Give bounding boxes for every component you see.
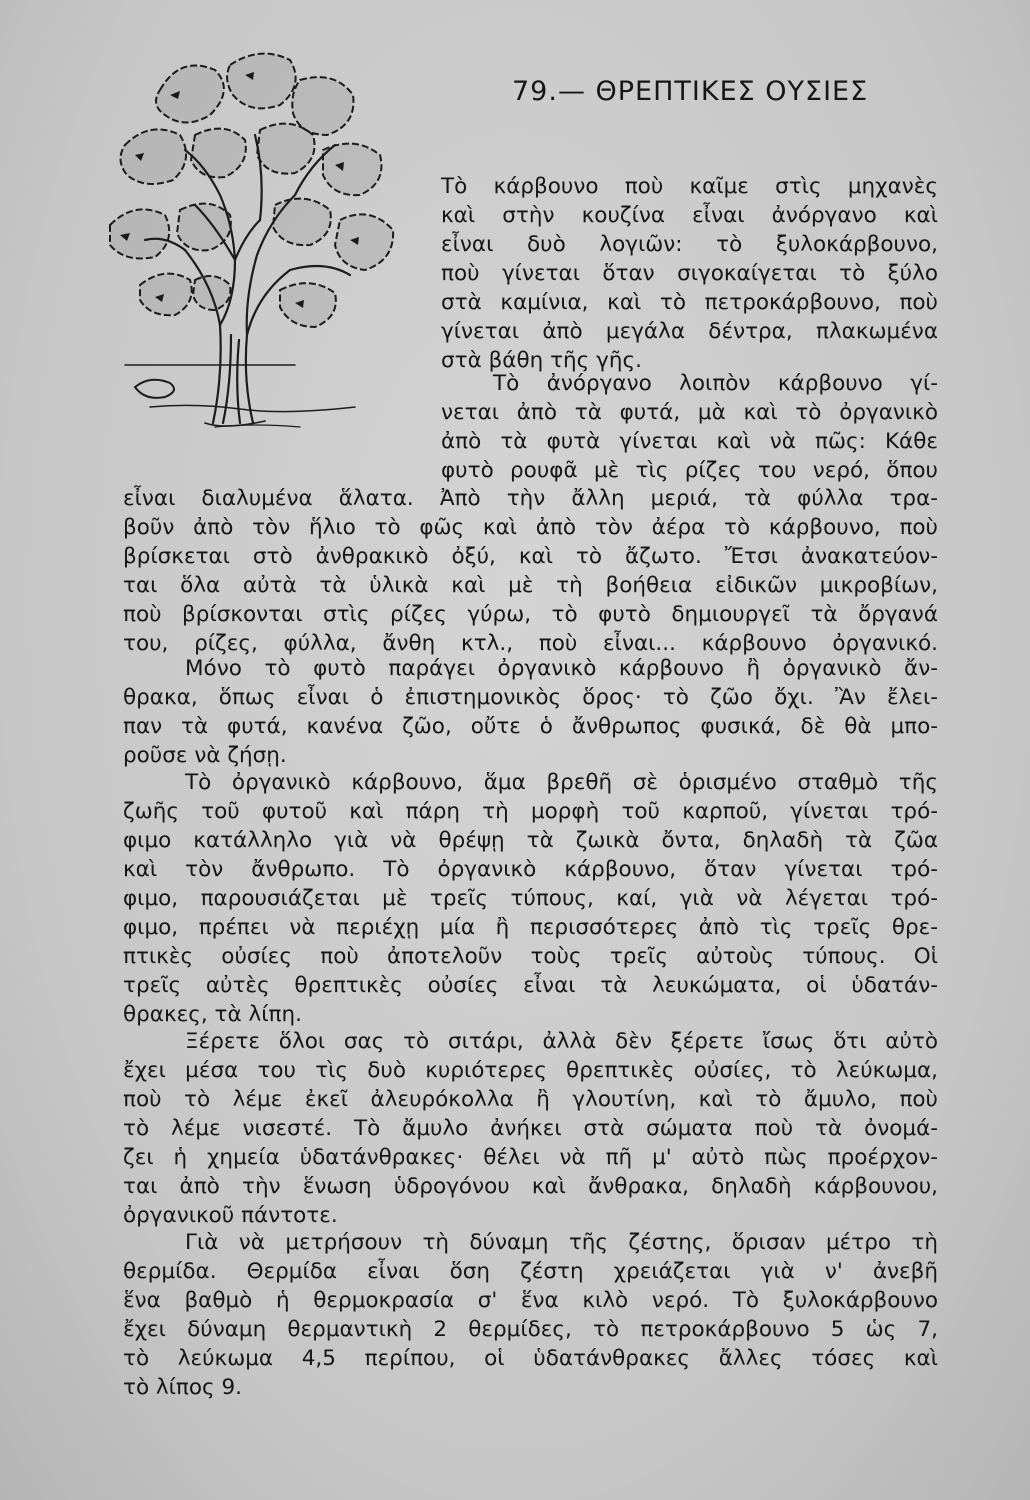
text-line: πτικὲς οὐσίες ποὺ ἀποτελοῦν τοὺς τρεῖς αὐτοὺς τύπους. Οἱ [123, 944, 938, 969]
text-line: φιμο, παρουσιάζεται μὲ τρεῖς τύπους, καί, γιὰ νὰ λέγεται τρό- [123, 886, 938, 911]
text-line: Ξέρετε ὅλοι σας τὸ σιτάρι, ἀλλὰ δὲν ξέρετε ἴσως ὅτι αὐτὸ [185, 1029, 938, 1054]
section-heading: 79.— ΘΡΕΠΤΙΚΕΣ ΟΥΣΙΕΣ [512, 76, 869, 107]
text-line: Τὸ ὀργανικὸ κάρβουνο, ἅμα βρεθῆ σὲ ὁρισμένο σταθμὸ τῆς [185, 770, 938, 795]
text-line: θρακα, ὅπως εἶναι ὁ ἐπιστημονικὸς ὅρος· τὸ ζῶο ὄχι. Ἂν ἔλει- [123, 685, 938, 710]
text-line: ἔχει μέσα του τὶς δυὸ κυριότερες θρεπτικὲς οὐσίες, τὸ λεύκωμα, [123, 1058, 938, 1083]
text-line: στὰ βάθη τῆς γῆς. [441, 348, 642, 373]
text-line: Γιὰ νὰ μετρήσουν τὴ δύναμη τῆς ζέστης, ὅρισαν μέτρο τὴ [185, 1230, 938, 1255]
text-line: τὸ λίπος 9. [123, 1375, 242, 1400]
text-line: ται ὅλα αὐτὰ τὰ ὑλικὰ καὶ μὲ τὴ βοήθεια εἰδικῶν μικροβίων, [123, 573, 938, 598]
text-line: καὶ τὸν ἄνθρωπο. Τὸ ὀργανικὸ κάρβουνο, ὅταν γίνεται τρό- [123, 857, 938, 882]
text-line: θρακες, τὰ λίπη. [123, 1002, 302, 1027]
text-line: νεται ἀπὸ τὰ φυτά, μὰ καὶ τὸ ὀργανικὸ [441, 400, 938, 425]
text-line: τὸ λεύκωμα 4,5 περίπου, οἱ ὑδατάνθρακες ἄλλες τόσες καὶ [123, 1346, 938, 1371]
text-line: καὶ στὴν κουζίνα εἶναι ἀνόργανο καὶ [441, 203, 938, 228]
text-line: βοῦν ἀπὸ τὸν ἥλιο τὸ φῶς καὶ ἀπὸ τὸν ἀέρα τὸ κάρβουνο, ποὺ [123, 515, 938, 540]
text-line: γίνεται ἀπὸ μεγάλα δέντρα, πλακωμένα [441, 319, 938, 344]
text-line: ται ἀπὸ τὴν ἕνωση ὑδρογόνου καὶ ἄνθρακα, δηλαδὴ κάρβουνου, [123, 1174, 938, 1199]
text-line: Τὸ κάρβουνο ποὺ καῖμε στὶς μηχανὲς [441, 174, 938, 199]
text-line: ποὺ βρίσκονται στὶς ρίζες γύρω, τὸ φυτὸ δημιουργεῖ τὰ ὄργανά [123, 602, 938, 627]
text-line: ροῦσε νὰ ζήσῃ. [123, 743, 287, 768]
text-line: φιμο κατάλληλο γιὰ νὰ θρέψῃ τὰ ζωικὰ ὄντα, δηλαδὴ τὰ ζῶα [123, 828, 938, 853]
text-line: ζει ἡ χημεία ὑδατάνθρακες· θέλει νὰ πῆ μ' αὐτὸ πὼς προέρχον- [123, 1145, 938, 1170]
text-line: στὰ καμίνια, καὶ τὸ πετροκάρβουνο, ποὺ [441, 290, 938, 315]
text-line: τρεῖς αὐτὲς θρεπτικὲς οὐσίες εἶναι τὰ λευκώματα, οἱ ὑδατάν- [123, 973, 938, 998]
text-line: φιμο, πρέπει νὰ περιέχῃ μία ἢ περισσότερες ἀπὸ τὶς τρεῖς θρε- [123, 915, 938, 940]
text-line: ζωῆς τοῦ φυτοῦ καὶ πάρη τὴ μορφὴ τοῦ καρποῦ, γίνεται τρό- [123, 799, 938, 824]
text-line: εἶναι δυὸ λογιῶν: τὸ ξυλοκάρβουνο, [441, 232, 938, 257]
text-line: ἔχει δύναμη θερμαντικὴ 2 θερμίδες, τὸ πετροκάρβουνο 5 ὡς 7, [123, 1317, 938, 1342]
text-line: του, ρίζες, φύλλα, ἄνθη κτλ., ποὺ εἶναι... κάρβουνο ὀργανικό. [123, 631, 938, 656]
text-line: Μόνο τὸ φυτὸ παράγει ὀργανικὸ κάρβουνο ἢ ὀργανικὸ ἄν- [185, 656, 938, 681]
text-line: ποὺ τὸ λέμε ἐκεῖ ἀλευρόκολλα ἢ γλουτίνη, καὶ τὸ ἄμυλο, ποὺ [123, 1087, 938, 1112]
tree-illustration [95, 35, 405, 455]
text-line: εἶναι διαλυμένα ἅλατα. Ἀπὸ τὴν ἄλλη μεριά, τὰ φύλλα τρα- [123, 486, 938, 511]
text-line: ποὺ γίνεται ὅταν σιγοκαίγεται τὸ ξύλο [441, 261, 938, 286]
text-line: βρίσκεται στὸ ἀνθρακικὸ ὀξύ, καὶ τὸ ἄζωτο. Ἔτσι ἀνακατεύον- [123, 544, 938, 569]
text-line: θερμίδα. Θερμίδα εἶναι ὅση ζέστη χρειάζεται γιὰ ν' ἀνεβῆ [123, 1259, 938, 1284]
text-line: ὀργανικοῦ πάντοτε. [123, 1203, 338, 1228]
text-line: ἕνα βαθμὸ ἡ θερμοκρασία σ' ἕνα κιλὸ νερό. Τὸ ξυλοκάρβουνο [123, 1288, 938, 1313]
text-line: φυτὸ ρουφᾶ μὲ τὶς ρίζες του νερό, ὅπου [441, 458, 938, 483]
text-line: ἀπὸ τὰ φυτὰ γίνεται καὶ νὰ πῶς: Κάθε [441, 429, 938, 454]
text-line: τὸ λέμε νισεστέ. Τὸ ἄμυλο ἀνήκει στὰ σώματα ποὺ τὰ ὀνομά- [123, 1116, 938, 1141]
text-line: Τὸ ἀνόργανο λοιπὸν κάρβουνο γί- [493, 371, 938, 396]
text-line: παν τὰ φυτά, κανένα ζῶο, οὔτε ὁ ἄνθρωπος φυσικά, δὲ θὰ μπο- [123, 714, 938, 739]
